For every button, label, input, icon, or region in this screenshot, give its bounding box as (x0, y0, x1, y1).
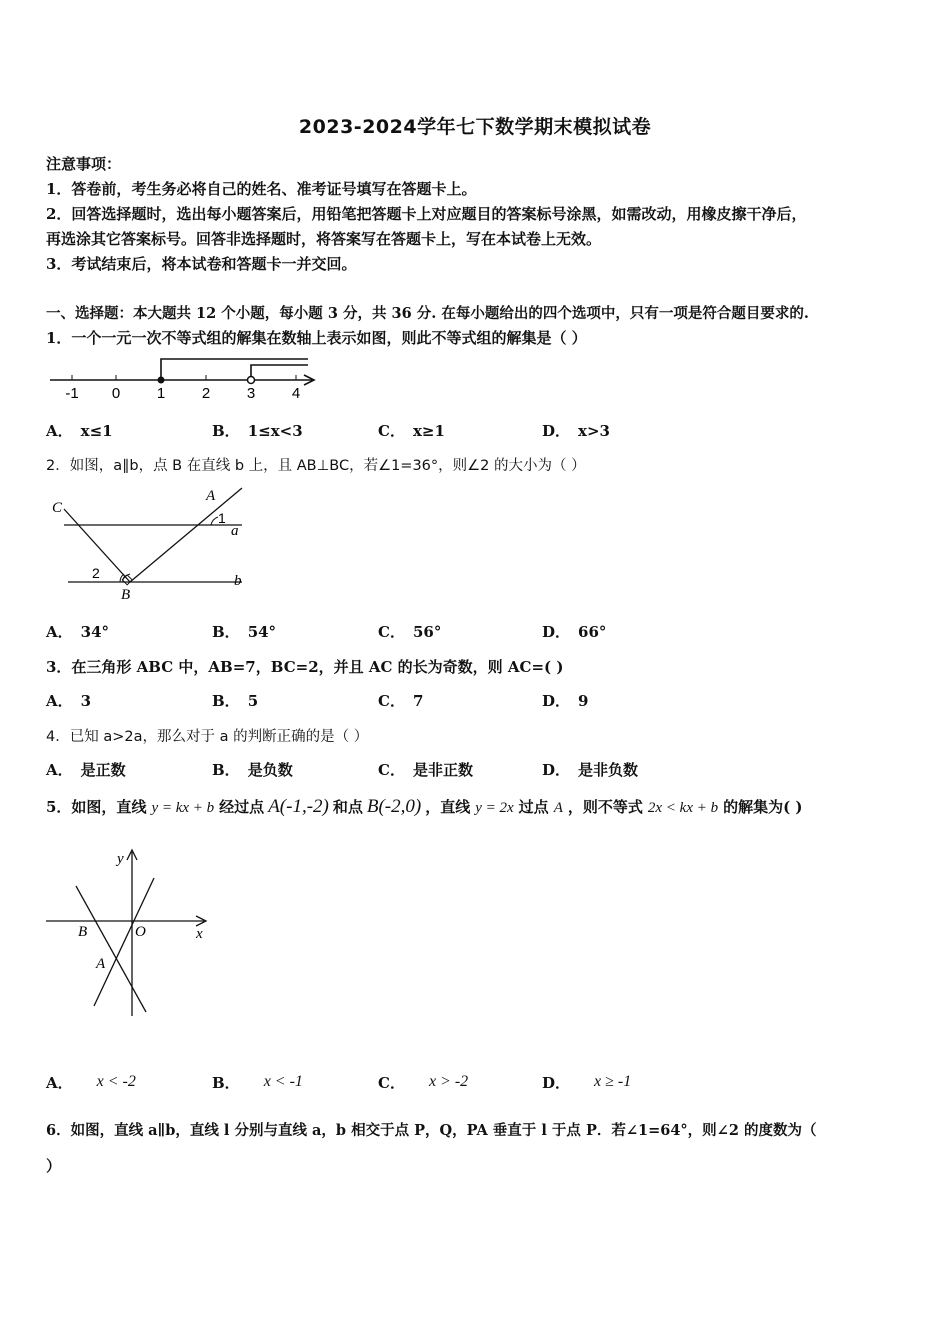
q1-option-a[interactable]: A． x≤1 (46, 422, 113, 440)
right-angle-square (122, 575, 132, 585)
ray-x-lt-3 (251, 365, 308, 380)
tick-label: 1 (156, 385, 166, 402)
tick-label: 0 (111, 385, 121, 402)
q1-stem: 1．一个一元一次不等式组的解集在数轴上表示如图，则此不等式组的解集是（ ） (46, 329, 587, 347)
tick-label: 2 (201, 385, 211, 402)
q3-stem: 3．在三角形 ABC 中，AB=7，BC=2，并且 AC 的长为奇数，则 AC=( ) (46, 658, 564, 676)
q4-option-c[interactable]: C． 是非正数 (378, 761, 473, 779)
q2-parallel-lines-figure (46, 482, 251, 604)
q4-option-d[interactable]: D． 是非负数 (542, 761, 639, 779)
line-y-kx-b (76, 886, 146, 1012)
q5-option-a[interactable]: A． x < -2 (46, 1073, 136, 1092)
ray-x-ge-1 (161, 359, 308, 380)
q6-stem-line2: ） (46, 1157, 62, 1175)
q5-coordinate-figure (46, 846, 216, 1021)
q3-option-b[interactable]: B． 5 (212, 692, 259, 710)
section-heading: 一、选择题：本大题共 12 个小题，每小题 3 分，共 36 分. 在每小题给出的四个选项中，只有一项是符合题目要求的. (46, 305, 809, 322)
label-x: x (196, 926, 203, 942)
label-a-point: A (206, 488, 216, 504)
q1-option-b[interactable]: B． 1≤x<3 (212, 422, 303, 440)
label-line-a: a (231, 523, 239, 539)
label-line-b: b (234, 573, 242, 589)
q5-option-d[interactable]: D． x ≥ -1 (542, 1073, 632, 1092)
q4-option-b[interactable]: B． 是负数 (212, 761, 293, 779)
q1-option-c[interactable]: C． x≥1 (378, 422, 445, 440)
open-dot (248, 377, 255, 384)
q5-option-b[interactable]: B． x < -1 (212, 1073, 303, 1092)
segment-ba (130, 488, 242, 582)
page-title: 2023-2024学年七下数学期末模拟试卷 (298, 116, 652, 138)
notice-heading: 注意事项： (46, 155, 122, 173)
tick-label: 3 (246, 385, 256, 402)
label-angle-1: 1 (218, 510, 226, 526)
q2-stem: 2．如图，a∥b，点 B 在直线 b 上，且 AB⊥BC，若∠1=36°，则∠2 的大小为（ ） (46, 458, 586, 474)
q6-stem-line1: 6．如图，直线 a∥b，直线 l 分别与直线 a，b 相交于点 P，Q，PA 垂直于 l 于点 P．若∠1=64°，则∠2 的度数为（ (46, 1122, 817, 1139)
label-b: B (78, 924, 88, 940)
q2-option-b[interactable]: B． 54° (212, 623, 277, 641)
q2-option-d[interactable]: D． 66° (542, 623, 607, 641)
q4-stem: 4．已知 a>2a，那么对于 a 的判断正确的是（ ） (46, 729, 369, 745)
line-y-2x (94, 878, 154, 1006)
tick-label: 4 (291, 385, 301, 402)
label-b-point: B (121, 587, 131, 603)
q1-option-d[interactable]: D． x>3 (542, 422, 610, 440)
q2-option-c[interactable]: C． 56° (378, 623, 442, 641)
q5-option-c[interactable]: C． x > -2 (378, 1073, 469, 1092)
q3-option-a[interactable]: A． 3 (46, 692, 92, 710)
notice-item-2a: 2．回答选择题时，选出每小题答案后，用铅笔把答题卡上对应题目的答案标号涂黑，如需改动，用橡皮擦干净后， (46, 205, 807, 223)
q3-option-c[interactable]: C． 7 (378, 692, 424, 710)
label-angle-2: 2 (92, 565, 100, 581)
q3-option-d[interactable]: D． 9 (542, 692, 589, 710)
label-c: C (52, 500, 63, 516)
angle-1-arc (211, 517, 218, 525)
label-a: A (96, 956, 106, 972)
label-y: y (117, 851, 124, 867)
q5-stem: 5．如图，直线 y = kx + b 经过点 A(-1,-2) 和点 B(-2,0) ，直线 y = 2x 过点 A ，则不等式 2x < kx + b 的解集为( ) (46, 796, 803, 817)
notice-item-3: 3．考试结束后，将本试卷和答题卡一并交回。 (46, 255, 357, 273)
q4-option-a[interactable]: A． 是正数 (46, 761, 126, 779)
solid-dot (158, 377, 165, 384)
notice-item-1: 1．答卷前，考生务必将自己的姓名、准考证号填写在答题卡上。 (46, 180, 477, 198)
q1-number-line-figure (46, 352, 321, 402)
notice-item-2b: 再选涂其它答案标号。回答非选择题时，将答案写在答题卡上，写在本试卷上无效。 (46, 230, 602, 248)
q2-option-a[interactable]: A． 34° (46, 623, 110, 641)
label-o: O (135, 924, 146, 940)
tick-label: -1 (65, 385, 79, 402)
